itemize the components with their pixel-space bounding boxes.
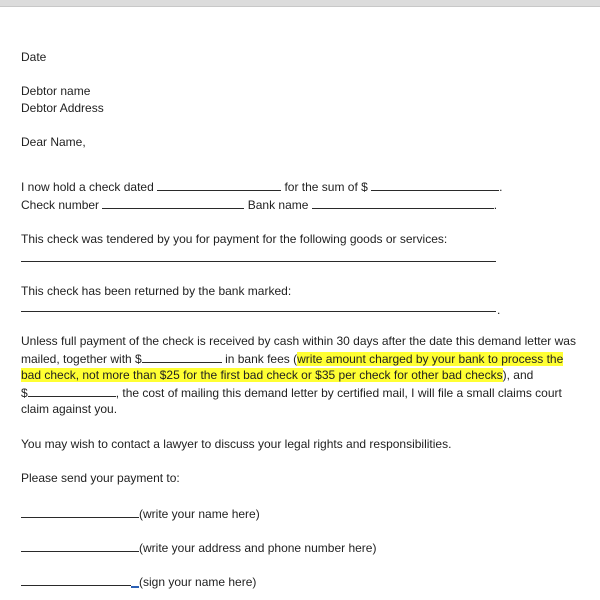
bank-name-label: Bank name: [247, 198, 309, 212]
sum-period: .: [499, 180, 503, 194]
bank-fees-text: in bank fees (: [221, 352, 298, 366]
payee-address-blank[interactable]: [21, 539, 139, 552]
check-number-blank[interactable]: [102, 196, 244, 209]
window-top-border: [0, 0, 600, 7]
paragraph-line-5: claim against you.: [21, 402, 118, 416]
mailed-text: mailed, together with $: [21, 352, 142, 366]
paragraph-line-3: [21, 367, 533, 383]
signature-blank[interactable]: [21, 573, 131, 586]
highlight-instruction-1: write amount charged by your bank to process the: [297, 352, 564, 366]
returned-line: This check has been returned by the bank marked:: [21, 284, 292, 298]
signature-line: [21, 573, 256, 590]
mailing-cost-text: , the cost of mailing this demand letter by certified mail, I will file a small claims court: [115, 386, 562, 400]
check-dated-line: [21, 178, 503, 195]
date-line: Date: [21, 50, 47, 64]
send-payment-line: Please send your payment to:: [21, 471, 180, 485]
returned-period: .: [497, 303, 501, 317]
dollar-sign: $: [21, 386, 28, 400]
mailing-cost-blank[interactable]: [28, 384, 116, 397]
check-number-label: Check number: [21, 198, 100, 212]
debtor-name-line: Debtor name: [21, 84, 91, 98]
write-name-hint: (write your name here): [139, 507, 260, 521]
sum-label: for the sum of $: [284, 180, 368, 194]
bank-name-blank[interactable]: [312, 196, 494, 209]
and-text: ), and: [502, 368, 534, 382]
check-number-line: [21, 196, 497, 213]
write-address-hint: (write your address and phone number here): [139, 541, 377, 555]
bank-period: .: [493, 198, 498, 212]
sum-blank[interactable]: [371, 178, 499, 191]
lawyer-line: You may wish to contact a lawyer to discuss your legal rights and responsibilities.: [21, 437, 452, 451]
tendered-line: This check was tendered by you for payment for the following goods or services:: [21, 232, 448, 246]
paragraph-line-1: Unless full payment of the check is received by cash within 30 days after the date this demand letter was: [21, 334, 576, 348]
payee-name-line: [21, 505, 260, 522]
debtor-address-line: Debtor Address: [21, 101, 104, 115]
check-date-blank[interactable]: [157, 178, 281, 191]
text-cursor-icon: [131, 586, 139, 588]
payee-name-blank[interactable]: [21, 505, 139, 518]
returned-reason-blank[interactable]: [21, 311, 496, 312]
payee-address-line: [21, 539, 376, 556]
highlight-instruction-2: bad check, not more than $25 for the first bad check or $35 per check for other bad checks: [21, 368, 503, 382]
check-dated-label: I now hold a check dated: [21, 180, 154, 194]
sign-name-hint: (sign your name here): [139, 575, 257, 589]
salutation-line: Dear Name,: [21, 135, 86, 149]
bank-fees-blank[interactable]: [142, 350, 222, 363]
paragraph-line-4: [21, 384, 562, 401]
paragraph-line-2: [21, 350, 563, 367]
goods-services-blank[interactable]: [21, 261, 496, 262]
